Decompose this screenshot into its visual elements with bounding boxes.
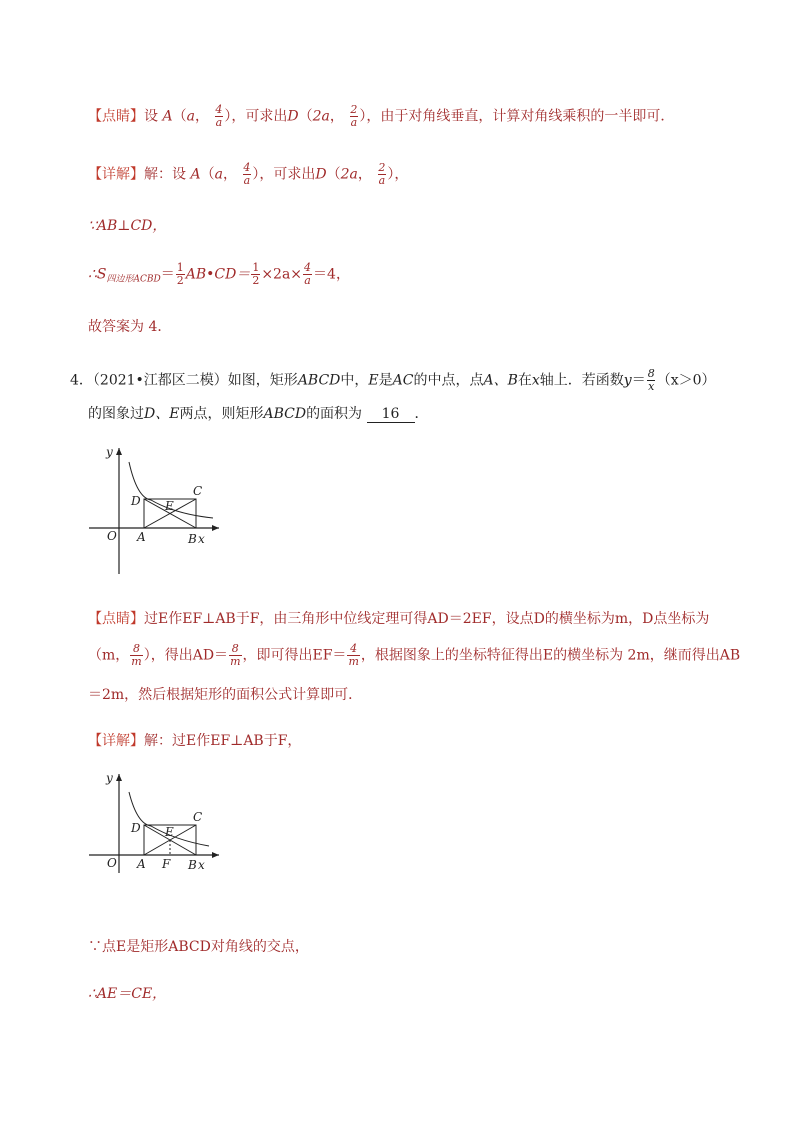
label-c: C [193,810,203,824]
text: 解：设 [144,166,186,183]
label-a: A [137,530,146,544]
numerator: 4 [243,161,251,174]
point-e: E [368,372,379,389]
because-ab-perp-cd: ∵AB⊥CD， [88,218,167,234]
x-axis-arrow [212,525,219,531]
segment-ac: AC [392,372,414,389]
denominator: a [243,174,251,187]
text: 中， [340,372,369,389]
paren: （ [298,108,313,125]
detail-line-1 [88,162,408,187]
var-2a: 2a [340,166,358,183]
paren: （ [172,108,187,125]
point-d: D [287,108,299,125]
denominator: a [304,274,311,287]
text: ，可求出 [231,108,288,125]
denominator: 2 [176,274,184,287]
hint-tag: 【点睛】 [88,108,144,125]
denominator: m [348,655,359,668]
numerator: 8 [133,642,140,655]
question-4-line-2 [88,403,429,423]
numerator: 8 [647,367,655,380]
fraction-2-over-a [377,162,386,187]
rect-abcd: ABCD [297,372,341,389]
hint-tag: 【点睛】 [88,611,144,627]
y-axis-arrow [116,448,122,455]
point-a: A [190,166,201,183]
answer-blank: 16 [367,406,415,423]
hint-2-line-1 [88,608,709,628]
text: ，根据图象上的坐标特征得出E的横坐标为 2m，继而得出AB [360,647,741,664]
text: 的中点，点 [413,372,484,389]
fraction-4-over-a [303,262,312,287]
var-a: a [214,166,223,183]
text: 过E作EF⊥AB于F，由三角形中位线定理可得AD＝2EF，设点D的横坐标为m，D点坐标为 [144,611,710,627]
label-y: y [106,771,113,785]
rect-abcd: ABCD [263,406,307,422]
text: 的面积为 [306,406,363,422]
text: ，由于对角线垂直，计算对角线乘积的一半即可． [366,108,675,125]
text: 的图象过 [88,406,144,422]
detail-tag: 【详解】 [88,733,144,749]
fraction-4-over-a [214,104,223,129]
comma: ， [222,166,237,183]
comma: ， [194,108,209,125]
label-x: x [198,532,205,546]
label-a: A [137,857,146,871]
var-y: y [623,372,632,389]
paren: ） [359,108,367,125]
label-e: E [165,825,174,839]
numerator: 4 [304,261,312,274]
text: 两点，则矩形 [179,406,264,422]
detail-2-line-1 [88,730,301,750]
comma: ， [329,108,344,125]
figure-2 [85,768,225,878]
denominator: m [230,655,241,668]
label-b: B [188,858,197,872]
question-4-line-1 [70,368,716,393]
text: 轴上．若函数 [539,372,624,389]
point-d: D [315,166,327,183]
numerator: 2 [350,103,358,116]
area-symbol: ∴S [88,266,107,283]
paren: （ [326,166,341,183]
numerator: 1 [252,261,260,274]
label-x: x [198,858,205,872]
point-a: A [162,108,173,125]
label-f: F [162,857,171,871]
y-axis-arrow [116,774,122,781]
area-equation [88,262,350,287]
condition: （x＞0） [656,372,716,389]
figure-1 [85,440,225,580]
detail-tag: 【详解】 [88,166,144,183]
hint-2-line-3: ＝2m，然后根据矩形的面积公式计算即可． [88,687,363,703]
text: ，可求出 [259,166,316,183]
fraction-1-2 [251,262,260,287]
label-d: D [131,494,141,508]
label-b: B [188,532,197,546]
hint-2-line-2 [88,643,740,668]
text: 解：过E作EF⊥AB于F， [144,733,302,749]
fraction-8-over-m [130,643,142,668]
question-number: 4． [70,372,93,389]
denominator: a [215,116,223,129]
denominator: x [648,380,655,393]
points-de: D、E [144,406,180,422]
denominator: a [350,116,358,129]
label-y: y [106,445,113,459]
label-o: O [107,529,117,543]
hint-line-1 [88,104,674,129]
paren: （ [200,166,215,183]
numerator: 8 [231,642,239,655]
denominator: a [378,174,386,187]
text: 设 [144,108,158,125]
points-ab: A、B [483,372,518,389]
fraction-4-over-m [347,643,359,668]
numerator: 1 [176,261,184,274]
paren: ） [252,166,260,183]
label-c: C [193,484,203,498]
product: ×2a× [261,266,303,283]
fraction-8-over-m [229,643,241,668]
text: ），得出AD＝ [143,647,229,664]
text: 在 [517,372,532,389]
text: ，即可得出EF＝ [242,647,347,664]
because-e-intersection: ∵点E是矩形ABCD对角线的交点， [88,939,309,955]
area-subscript: 四边形ACBD [106,274,161,285]
label-e: E [165,499,174,513]
fraction-4-over-a [242,162,251,187]
product: AB•CD＝ [185,266,251,283]
answer-line: 故答案为 4． [88,319,172,335]
label-d: D [131,821,141,835]
fraction-2-over-a [349,104,358,129]
paren: ） [224,108,232,125]
equals: ＝ [160,266,175,283]
numerator: 4 [350,642,358,655]
text: （m， [88,647,130,664]
denominator: m [131,655,142,668]
result: ＝4， [313,266,350,283]
text: ． [414,406,429,422]
var-a: a [186,108,195,125]
text: ， [394,166,409,183]
var-2a: 2a [312,108,330,125]
var-x: x [531,372,540,389]
denominator: 2 [252,274,260,287]
numerator: 4 [215,103,223,116]
text: 是 [378,372,393,389]
paren: ） [387,166,395,183]
x-axis-arrow [212,852,219,858]
fraction-1-2 [176,262,185,287]
label-o: O [107,856,117,870]
equals: ＝ [631,372,646,389]
therefore-ae-ce: ∴AE＝CE， [88,986,167,1002]
numerator: 2 [378,161,386,174]
fraction-8-over-x [647,368,656,393]
comma: ， [357,166,372,183]
question-source: （2021•江都区二模）如图，矩形 [92,372,298,389]
